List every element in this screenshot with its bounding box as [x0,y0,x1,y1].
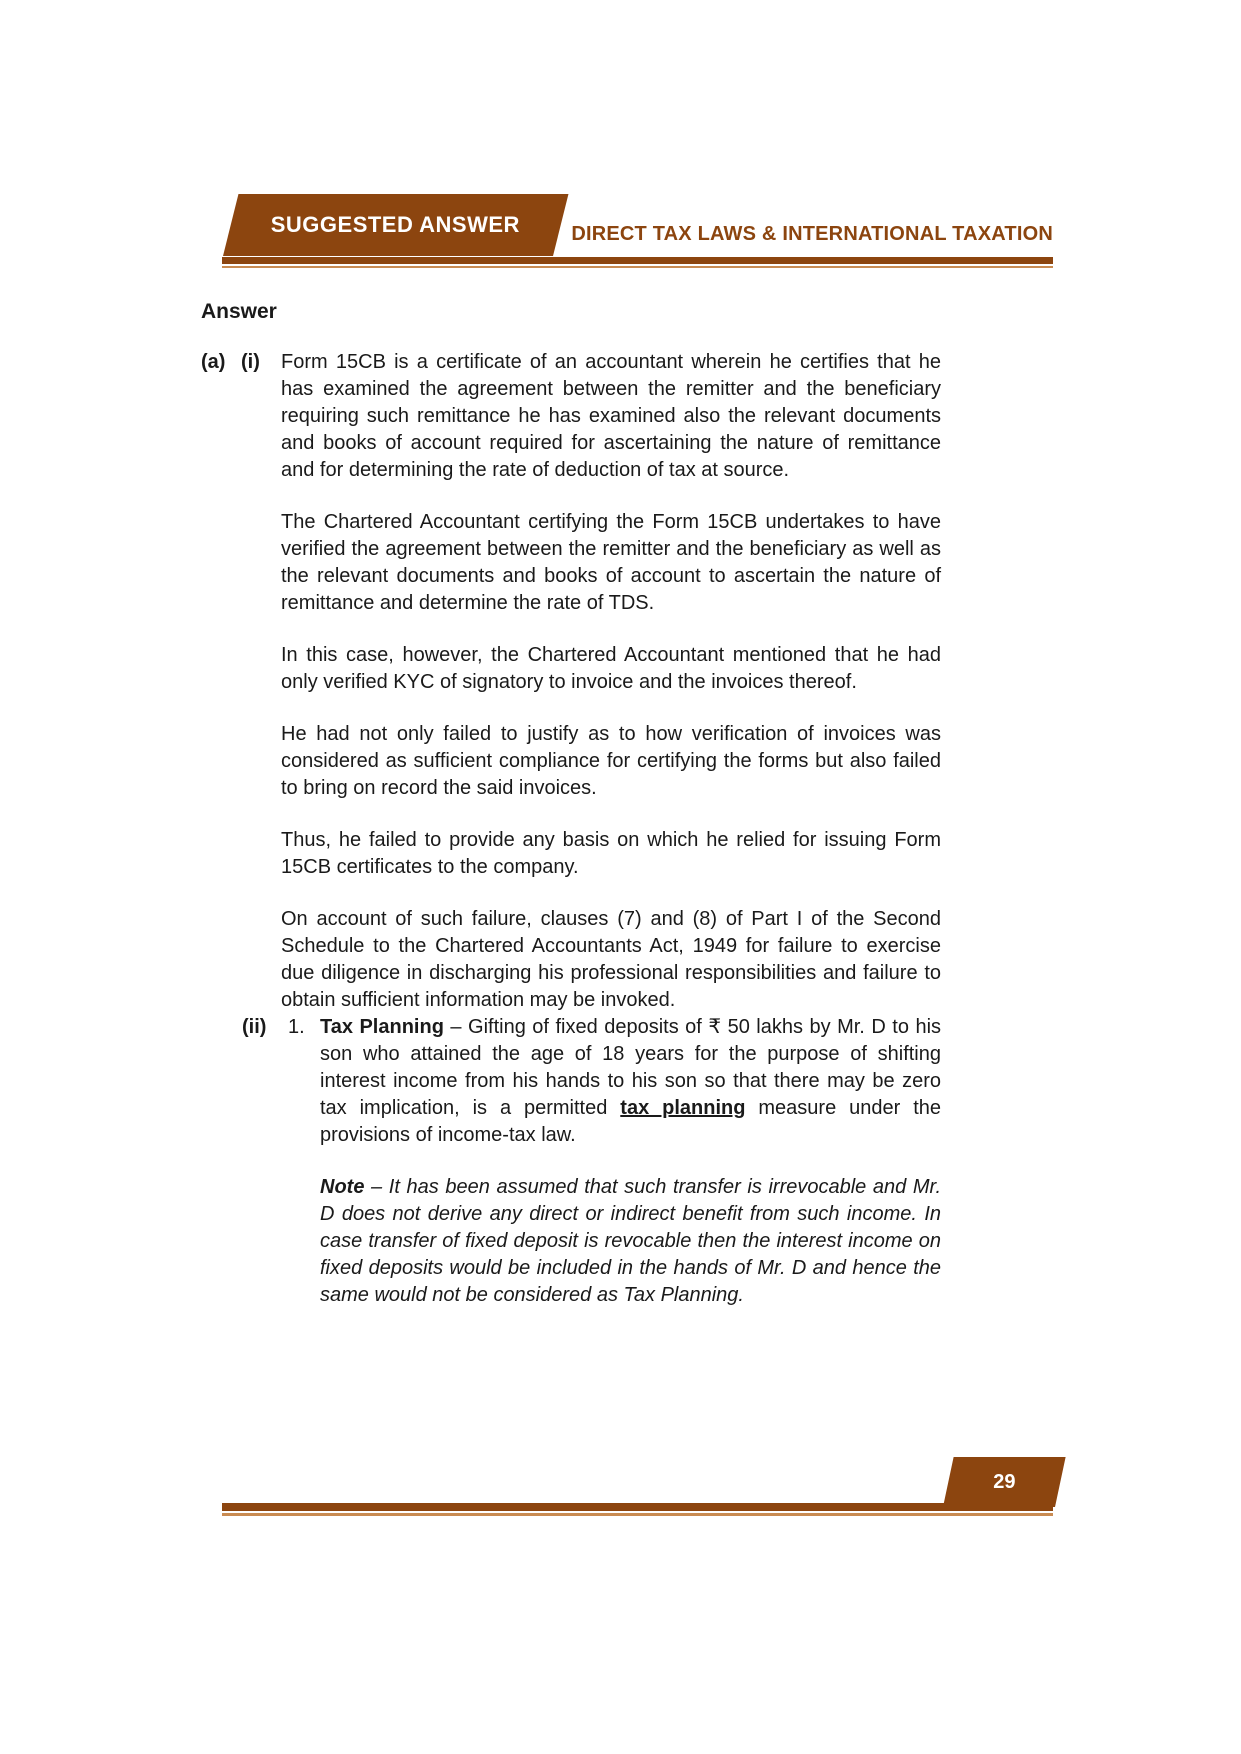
document-title: DIRECT TAX LAWS & INTERNATIONAL TAXATION [571,223,1053,245]
note-paragraph [320,1174,941,1309]
paragraph: He had not only failed to justify as to how verification of invoices was considered as sufficient compliance for certifying the forms but also failed to bring on record the said invoices. [281,723,941,799]
note-text: – It has been assumed that such transfer is irrevocable and Mr. D does not derive any direct or indirect benefit from such income. In case transfer of fixed deposit is revocable then the interest income on fixed deposits would be included in the hands of Mr. D and hence the same would not be considered as Tax Planning. [320,1176,941,1306]
header-rule-thin-line [222,266,1053,268]
section-a-sub-label: (i) [241,351,260,373]
tax-planning-emphasis: tax planning [620,1097,746,1119]
paragraph: In this case, however, the Chartered Accountant mentioned that he had only verified KYC of signatory to invoice and the invoices thereof. [281,644,941,693]
tax-planning-term: Tax Planning [320,1016,444,1038]
footer-rule [222,1503,1053,1516]
page-number: 29 [993,1470,1016,1493]
header-rule [222,257,1053,268]
paragraph-text: measure under the provisions of income-tax law. [320,1097,942,1146]
section-ii [242,1014,941,1309]
paragraph: Form 15CB is a certificate of an accountant wherein he certifies that he has examined the agreement between the remitter and the beneficiary requiring such remittance he has examined also the relevant documents and books of account required for ascertaining the nature of remittance and for determining the rate of deduction of tax at source. [281,351,941,481]
page-number-badge [943,1457,1066,1507]
paragraph: Thus, he failed to provide any basis on which he relied for issuing Form 15CB certificates to the company. [281,829,941,878]
section-ii-paragraphs [320,1014,941,1309]
paragraph-text: – Gifting of fixed deposits of ₹ 50 lakhs by Mr. D to his son who attained the age of 18 years for the purpose of shifting interest income from his hands to his son so that there may be zero tax implication, is a permitted [320,1016,942,1119]
paragraph: The Chartered Accountant certifying the Form 15CB undertakes to have verified the agreement between the remitter and the beneficiary as well as the relevant documents and books of account to ascertain the nature of remittance and determine the rate of TDS. [281,511,941,614]
footer-rule-thick-line [222,1503,1053,1511]
section-a [201,349,941,1014]
list-item-number: 1. [288,1016,305,1038]
answer-content [201,300,941,1309]
header-rule-thick-line [222,257,1053,264]
suggested-answer-banner [223,194,568,256]
footer-rule-thin-line [222,1513,1053,1516]
section-a-paragraphs [281,349,941,1014]
paragraph: On account of such failure, clauses (7) and (8) of Part I of the Second Schedule to the Chartered Accountants Act, 1949 for failure to exercise due diligence in discharging his professional responsibilities and failure to obtain sufficient information may be invoked. [281,908,941,1011]
answer-heading: Answer [201,300,277,323]
note-label: Note [320,1176,365,1198]
tax-planning-paragraph [320,1014,941,1149]
banner-label: SUGGESTED ANSWER [271,212,521,237]
section-ii-label: (ii) [242,1016,267,1038]
section-a-label: (a) [201,351,226,373]
